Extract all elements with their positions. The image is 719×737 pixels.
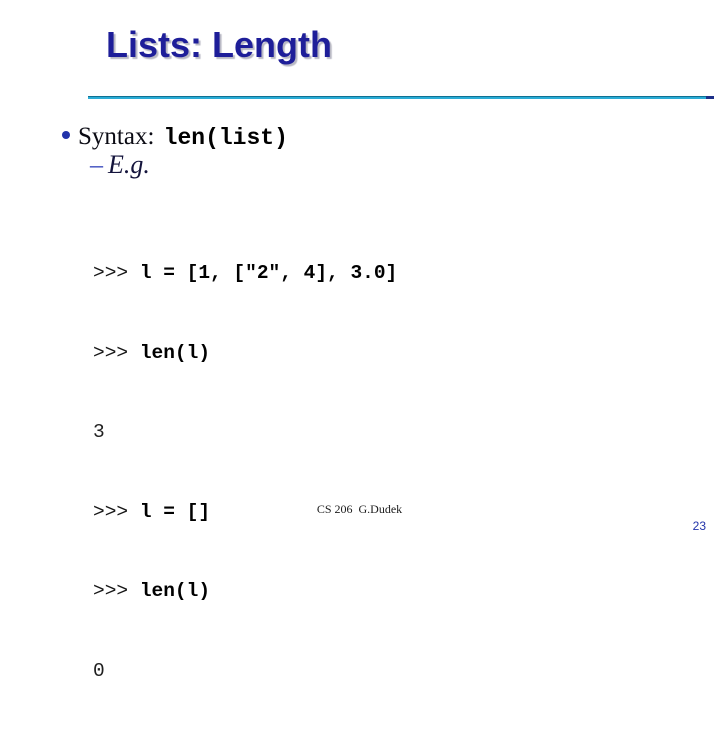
page-title: Lists: Length [106, 24, 332, 65]
title-divider [88, 96, 714, 99]
eg-label: E.g. [108, 150, 150, 179]
dash-icon: – [90, 150, 103, 179]
code-line [93, 578, 397, 605]
divider-end-cap [706, 96, 714, 99]
code-block [93, 207, 397, 737]
console-input: len(l) [139, 580, 211, 602]
syntax-label: Syntax: [78, 123, 161, 150]
syntax-code: len(list) [163, 125, 288, 151]
page-number: 23 [692, 519, 706, 533]
console-prompt: >>> [93, 341, 140, 364]
console-input: l = [] [139, 500, 211, 523]
code-line [93, 658, 397, 685]
console-prompt: >>> [93, 580, 140, 602]
console-prompt: >>> [93, 500, 140, 523]
sub-bullet-eg [90, 152, 150, 178]
code-line [93, 260, 397, 287]
console-prompt: >>> [93, 262, 140, 284]
code-line [93, 340, 397, 367]
console-output: 0 [93, 659, 105, 682]
console-input: l = [1, ["2", 4], 3.0] [139, 262, 398, 284]
code-line [93, 419, 397, 446]
syntax-bullet [78, 124, 288, 151]
footer-credit: CS 206 G.Dudek [316, 502, 403, 516]
console-input: len(l) [139, 341, 211, 364]
console-output: 3 [93, 421, 105, 443]
bullet-icon [62, 131, 70, 139]
